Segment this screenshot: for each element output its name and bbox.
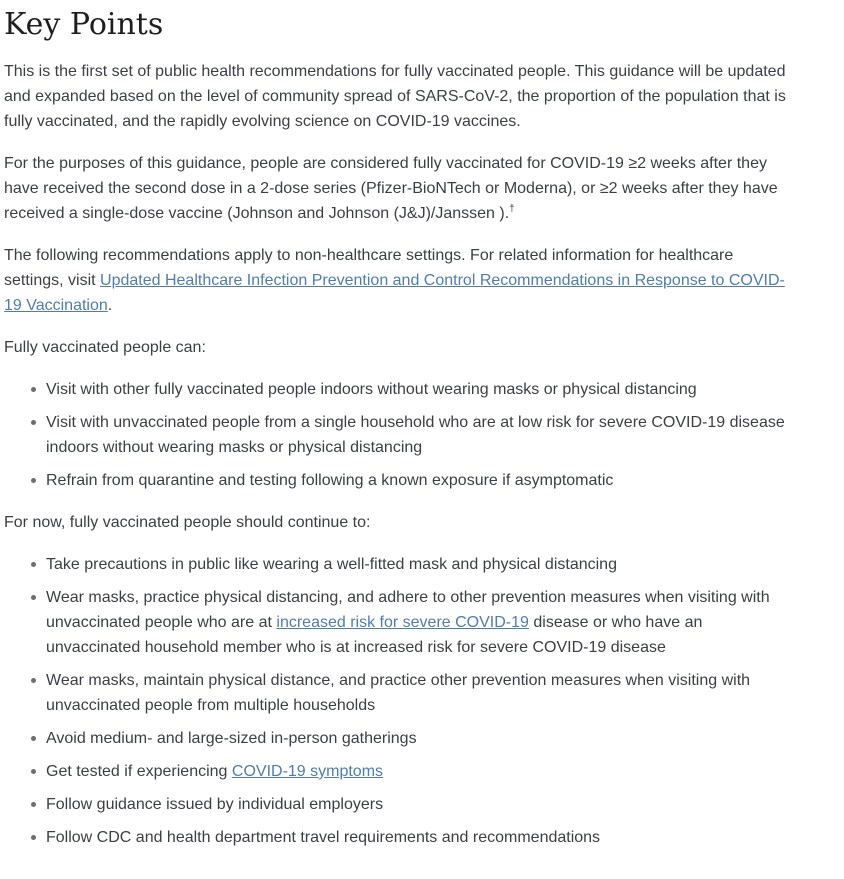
page-title: Key Points (4, 7, 164, 42)
paragraph-text: . (107, 297, 113, 314)
list-item-text: Visit with unvaccinated people from a single household who are at low risk for severe COVID-19 disease indoors without wearing masks or physical distancing (46, 414, 785, 456)
paragraph-definition (4, 151, 790, 226)
list-item-text: Take precautions in public like wearing a well-fitted mask and physical distancing (46, 556, 617, 573)
list-item-text: disease or who have an unvaccinated household member who is at increased risk for severe COVID-19 disease (46, 614, 703, 656)
increased-risk-link[interactable]: increased risk for severe COVID-19 (276, 614, 529, 631)
list-item-text: Avoid medium- and large-sized in-person gatherings (46, 730, 417, 747)
list-item (46, 468, 790, 493)
paragraph-settings (4, 243, 790, 318)
list-item (46, 552, 790, 577)
can-list (4, 377, 790, 493)
list-item (46, 585, 790, 660)
list-item-text: Get tested if experiencing (46, 763, 232, 780)
list-item (46, 726, 790, 751)
list-item-text: Follow CDC and health department travel requirements and recommendations (46, 829, 601, 846)
paragraph-text: For the purposes of this guidance, people are considered fully vaccinated for COVID-19 ≥2 weeks after they have received the second dose in a 2-dose series (Pfizer-BioNTech or Moderna), or ≥2 weeks after they have received a single-dose vaccine (Johnson and Johnson (J&J)/Janssen ). (4, 155, 778, 222)
list-item (46, 759, 790, 784)
paragraph-can-intro (4, 335, 790, 360)
list-item (46, 792, 790, 817)
footnote-dagger: † (509, 203, 515, 215)
list-item-text: Refrain from quarantine and testing following a known exposure if asymptomatic (46, 472, 614, 489)
list-item (46, 668, 790, 718)
healthcare-recommendations-link[interactable]: Updated Healthcare Infection Prevention and Control Recommendations in Response to COVID-19 Vaccination (4, 272, 785, 314)
list-item-text: Wear masks, practice physical distancing, and adhere to other prevention measures when visiting with unvaccinated people who are at (46, 589, 770, 631)
list-item (46, 410, 790, 460)
list-item (46, 377, 790, 402)
paragraph-text: For now, fully vaccinated people should continue to: (4, 514, 371, 531)
paragraph-text: The following recommendations apply to non-healthcare settings. For related information for healthcare settings, visit (4, 247, 734, 289)
paragraph-continue-intro (4, 510, 790, 535)
list-item-text: Visit with other fully vaccinated people indoors without wearing masks or physical distancing (46, 381, 697, 398)
list-item (46, 825, 790, 850)
paragraph-text: This is the first set of public health recommendations for fully vaccinated people. This guidance will be updated and expanded based on the level of community spread of SARS-CoV-2, the proportion of the population that is fully vaccinated, and the rapidly evolving science on COVID-19 vaccines. (4, 63, 786, 130)
covid-symptoms-link[interactable]: COVID-19 symptoms (231, 763, 384, 780)
paragraph-intro (4, 59, 790, 134)
paragraph-text: Fully vaccinated people can: (4, 339, 206, 356)
list-item-text: Follow guidance issued by individual employers (46, 796, 384, 813)
continue-list (4, 552, 790, 850)
list-item-text: Wear masks, maintain physical distance, and practice other prevention measures when visiting with unvaccinated people from multiple households (46, 672, 751, 714)
article-page (0, 6, 844, 879)
